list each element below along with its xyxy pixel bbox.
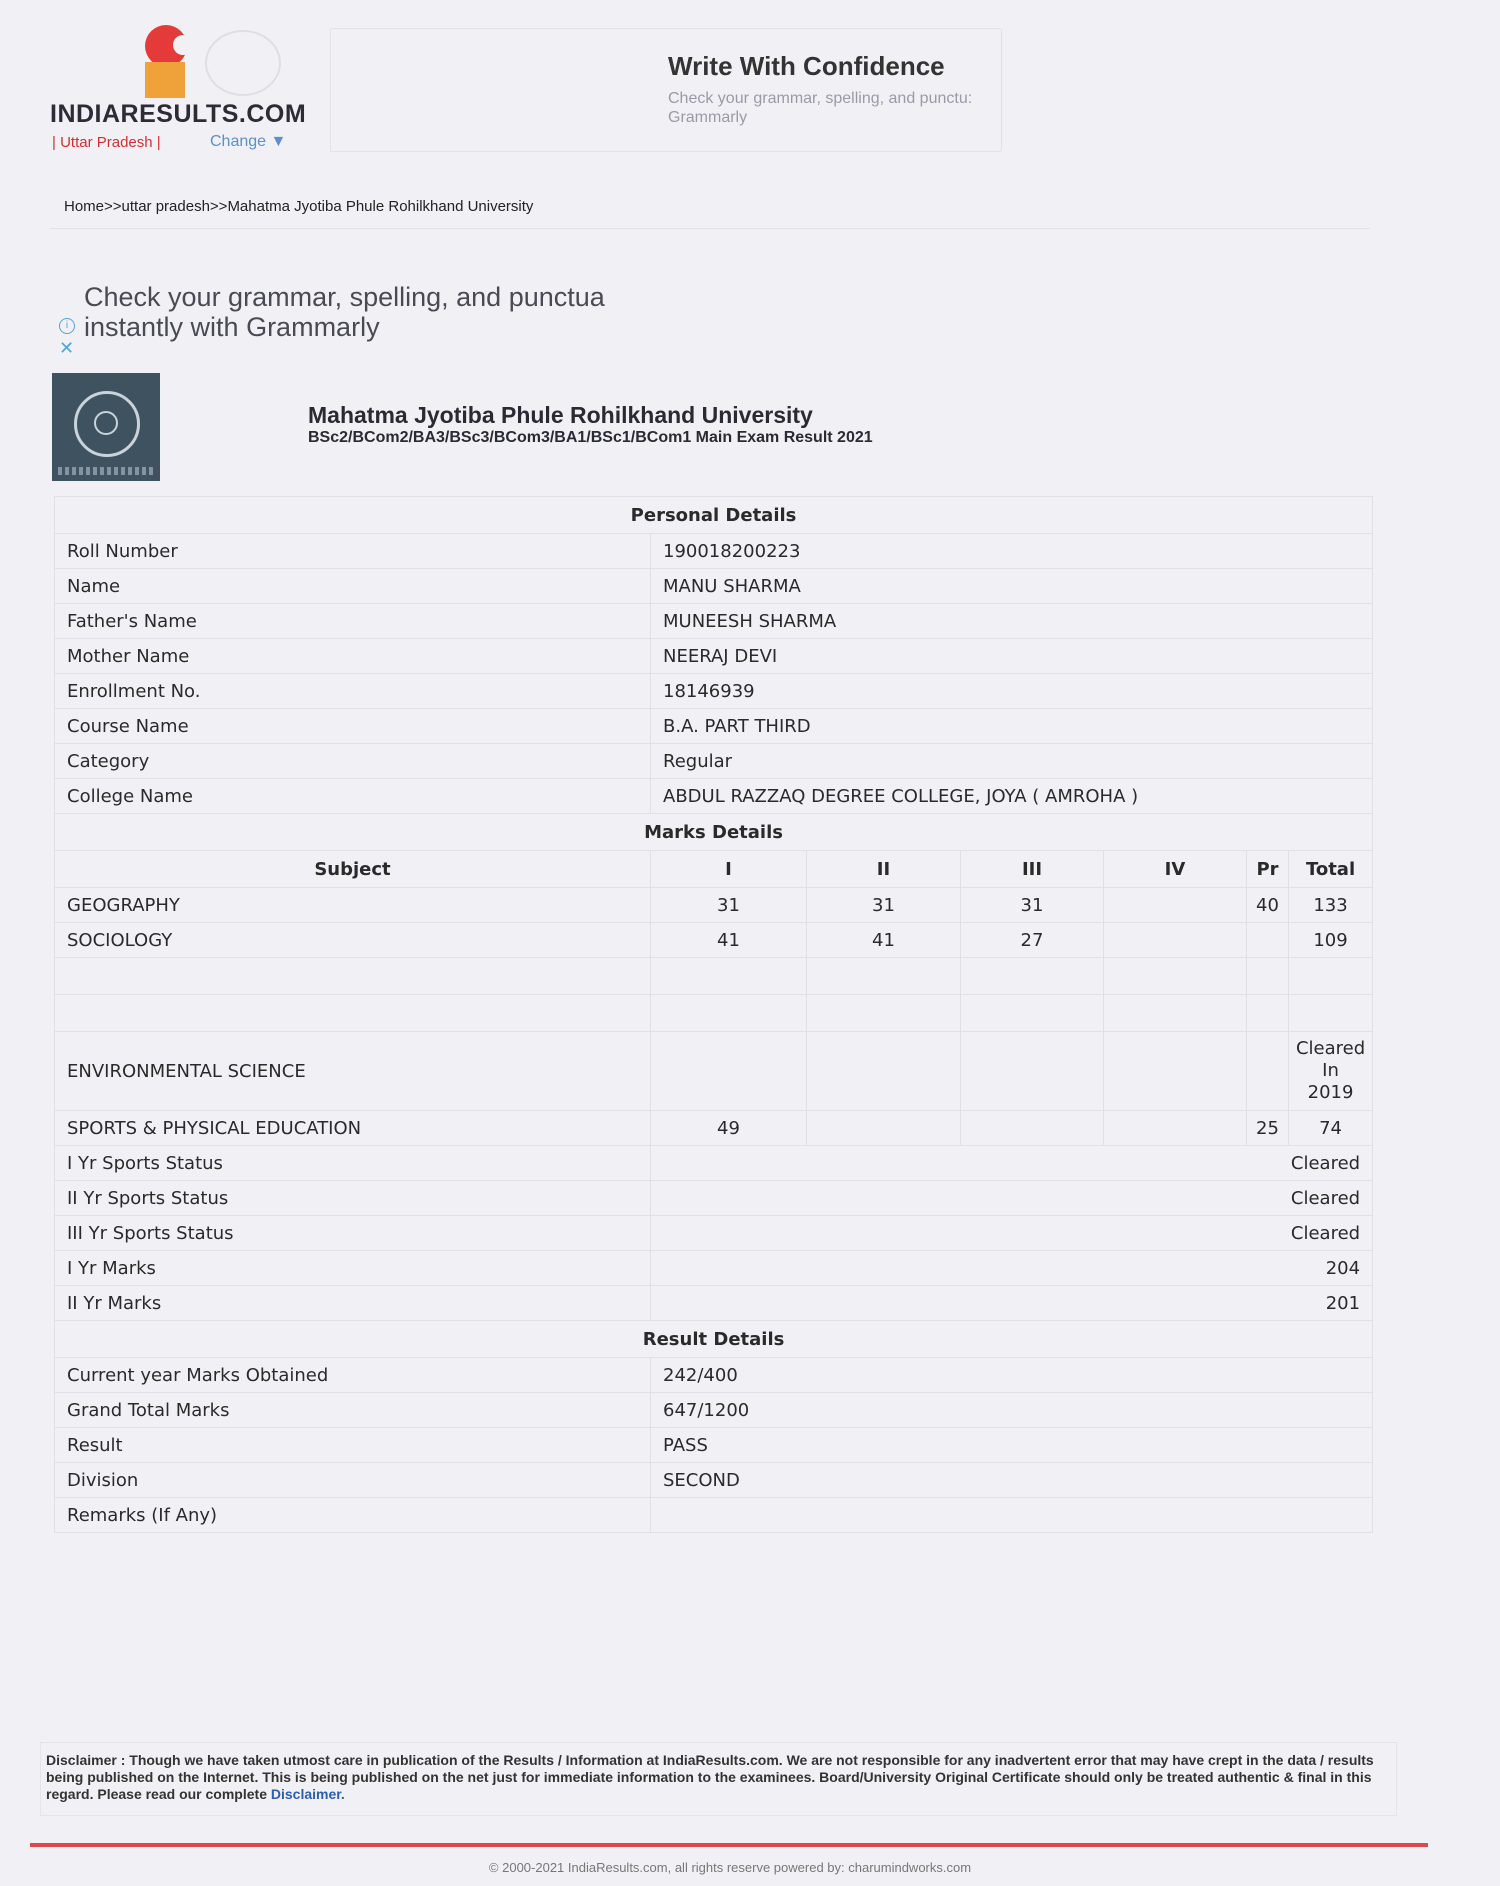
subject-row [55,1032,1373,1111]
subject-name: GEOGRAPHY [55,888,651,923]
status-value: 204 [651,1251,1373,1286]
status-row [55,1251,1373,1286]
table-row [55,674,1373,709]
field-value: 190018200223 [651,534,1373,569]
field-label: Mother Name [55,639,651,674]
field-value: PASS [651,1428,1373,1463]
footer-copyright: © 2000-2021 IndiaResults.com, all rights reserve powered by: charumindworks.com [488,1860,972,1875]
total-line: Cleared [1295,1038,1366,1059]
table-row [55,604,1373,639]
inline-advertisement[interactable] [56,268,626,358]
ad-info-icon[interactable]: i [59,318,75,334]
column-header: Pr [1247,851,1289,888]
field-value: Regular [651,744,1373,779]
table-row [55,709,1373,744]
university-name: Mahatma Jyotiba Phule Rohilkhand University [308,402,813,428]
divider [50,228,1370,229]
status-value: Cleared [651,1146,1373,1181]
table-row [55,534,1373,569]
disclaimer [46,1752,1386,1803]
status-row [55,1146,1373,1181]
section-heading-personal: Personal Details [55,497,1373,534]
field-value: ABDUL RAZZAQ DEGREE COLLEGE, JOYA ( AMROHA ) [651,779,1373,814]
field-value: 18146939 [651,674,1373,709]
practical-marks: 40 [1247,888,1289,923]
paper-1-marks: 49 [651,1111,807,1146]
paper-4-marks [1104,888,1247,923]
table-row [55,1393,1373,1428]
field-value: MUNEESH SHARMA [651,604,1373,639]
exam-title: BSc2/BCom2/BA3/BSc3/BCom3/BA1/BSc1/BCom1 Main Exam Result 2021 [308,429,873,446]
ad-sponsor: Grammarly [668,109,748,126]
marks-header-row [55,851,1373,888]
field-value [651,1498,1373,1533]
change-state-link[interactable]: Change ▼ [210,133,287,150]
field-label: Result [55,1428,651,1463]
total-line: In [1322,1060,1339,1081]
paper-4-marks [1104,923,1247,958]
status-row [55,1181,1373,1216]
field-value: B.A. PART THIRD [651,709,1373,744]
table-row [55,1428,1373,1463]
table-row [55,1498,1373,1533]
empty-row [55,995,1373,1032]
table-row [55,639,1373,674]
subject-name: ENVIRONMENTAL SCIENCE [55,1032,651,1111]
field-label: Category [55,744,651,779]
field-value: SECOND [651,1463,1373,1498]
table-row [55,1463,1373,1498]
field-label: Roll Number [55,534,651,569]
table-row [55,744,1373,779]
practical-marks: 25 [1247,1111,1289,1146]
column-header: IV [1104,851,1247,888]
subject-row [55,923,1373,958]
column-header: Total [1289,851,1373,888]
status-label: I Yr Sports Status [55,1146,651,1181]
column-header: Subject [55,851,651,888]
status-label: II Yr Marks [55,1286,651,1321]
field-label: Grand Total Marks [55,1393,651,1428]
field-label: Current year Marks Obtained [55,1358,651,1393]
subject-name: SOCIOLOGY [55,923,651,958]
paper-1-marks: 41 [651,923,807,958]
empty-row [55,958,1373,995]
status-label: III Yr Sports Status [55,1216,651,1251]
field-value: 242/400 [651,1358,1373,1393]
disclaimer-text: Disclaimer : Though we have taken utmost care in publication of the Results / Information at IndiaResults.com. We are not responsible for any inadvertent error that may have crept in the data / results being published on the Internet. This is being published on the net just for immediate information to the examinees. Board/University Original Certificate should only be treated authentic & final in this regard. Please read our complete [46,1752,1374,1802]
status-value: 201 [651,1286,1373,1321]
site-logo[interactable] [50,22,307,157]
status-label: II Yr Sports Status [55,1181,651,1216]
field-label: Enrollment No. [55,674,651,709]
status-label: I Yr Marks [55,1251,651,1286]
total-marks: 74 [1289,1111,1373,1146]
table-row [55,779,1373,814]
paper-4-marks [1104,1111,1247,1146]
table-row [55,569,1373,604]
field-value: MANU SHARMA [651,569,1373,604]
column-header: II [807,851,961,888]
field-label: Name [55,569,651,604]
ad-close-icon[interactable]: ✕ [59,338,75,358]
table-row [55,1358,1373,1393]
column-header: I [651,851,807,888]
status-row [55,1286,1373,1321]
status-row [55,1216,1373,1251]
column-header: III [961,851,1104,888]
result-table [54,496,1373,1533]
total-marks [1289,1032,1373,1111]
field-value: 647/1200 [651,1393,1373,1428]
total-line: 2019 [1307,1082,1354,1103]
logo-mark-body [145,62,185,98]
ad-title: Write With Confidence [668,51,945,81]
disclaimer-link[interactable]: Disclaimer. [270,1786,345,1802]
top-advertisement[interactable] [330,28,1002,152]
university-emblem [52,373,160,481]
field-label: Division [55,1463,651,1498]
paper-3-marks: 31 [961,888,1104,923]
subject-row [55,888,1373,923]
emblem-caption [58,467,154,475]
field-label: Remarks (If Any) [55,1498,651,1533]
section-heading-marks: Marks Details [55,814,1373,851]
field-label: Father's Name [55,604,651,639]
logo-mark-icon [145,25,187,67]
section-heading-result: Result Details [55,1321,1373,1358]
paper-2-marks: 31 [807,888,961,923]
status-value: Cleared [651,1181,1373,1216]
subject-row [55,1111,1373,1146]
state-label: | Uttar Pradesh | [52,134,161,151]
ad-text: Check your grammar, spelling, and punctu: [668,90,973,107]
ad-line-1: Check your grammar, spelling, and punctua [84,282,605,312]
brand-name: INDIARESULTS.COM [50,100,307,128]
ad-line-2: instantly with Grammarly [84,312,380,342]
emblem-wheel-icon [74,391,140,457]
paper-3-marks: 27 [961,923,1104,958]
field-value: NEERAJ DEVI [651,639,1373,674]
footer-divider [30,1843,1428,1847]
field-label: Course Name [55,709,651,744]
field-label: College Name [55,779,651,814]
paper-2-marks [807,1111,961,1146]
state-map-icon [205,30,281,96]
breadcrumb[interactable]: Home>>uttar pradesh>>Mahatma Jyotiba Phule Rohilkhand University [64,198,534,215]
status-value: Cleared [651,1216,1373,1251]
subject-name: SPORTS & PHYSICAL EDUCATION [55,1111,651,1146]
paper-2-marks: 41 [807,923,961,958]
practical-marks [1247,923,1289,958]
paper-1-marks: 31 [651,888,807,923]
total-marks: 133 [1289,888,1373,923]
paper-3-marks [961,1111,1104,1146]
total-marks: 109 [1289,923,1373,958]
